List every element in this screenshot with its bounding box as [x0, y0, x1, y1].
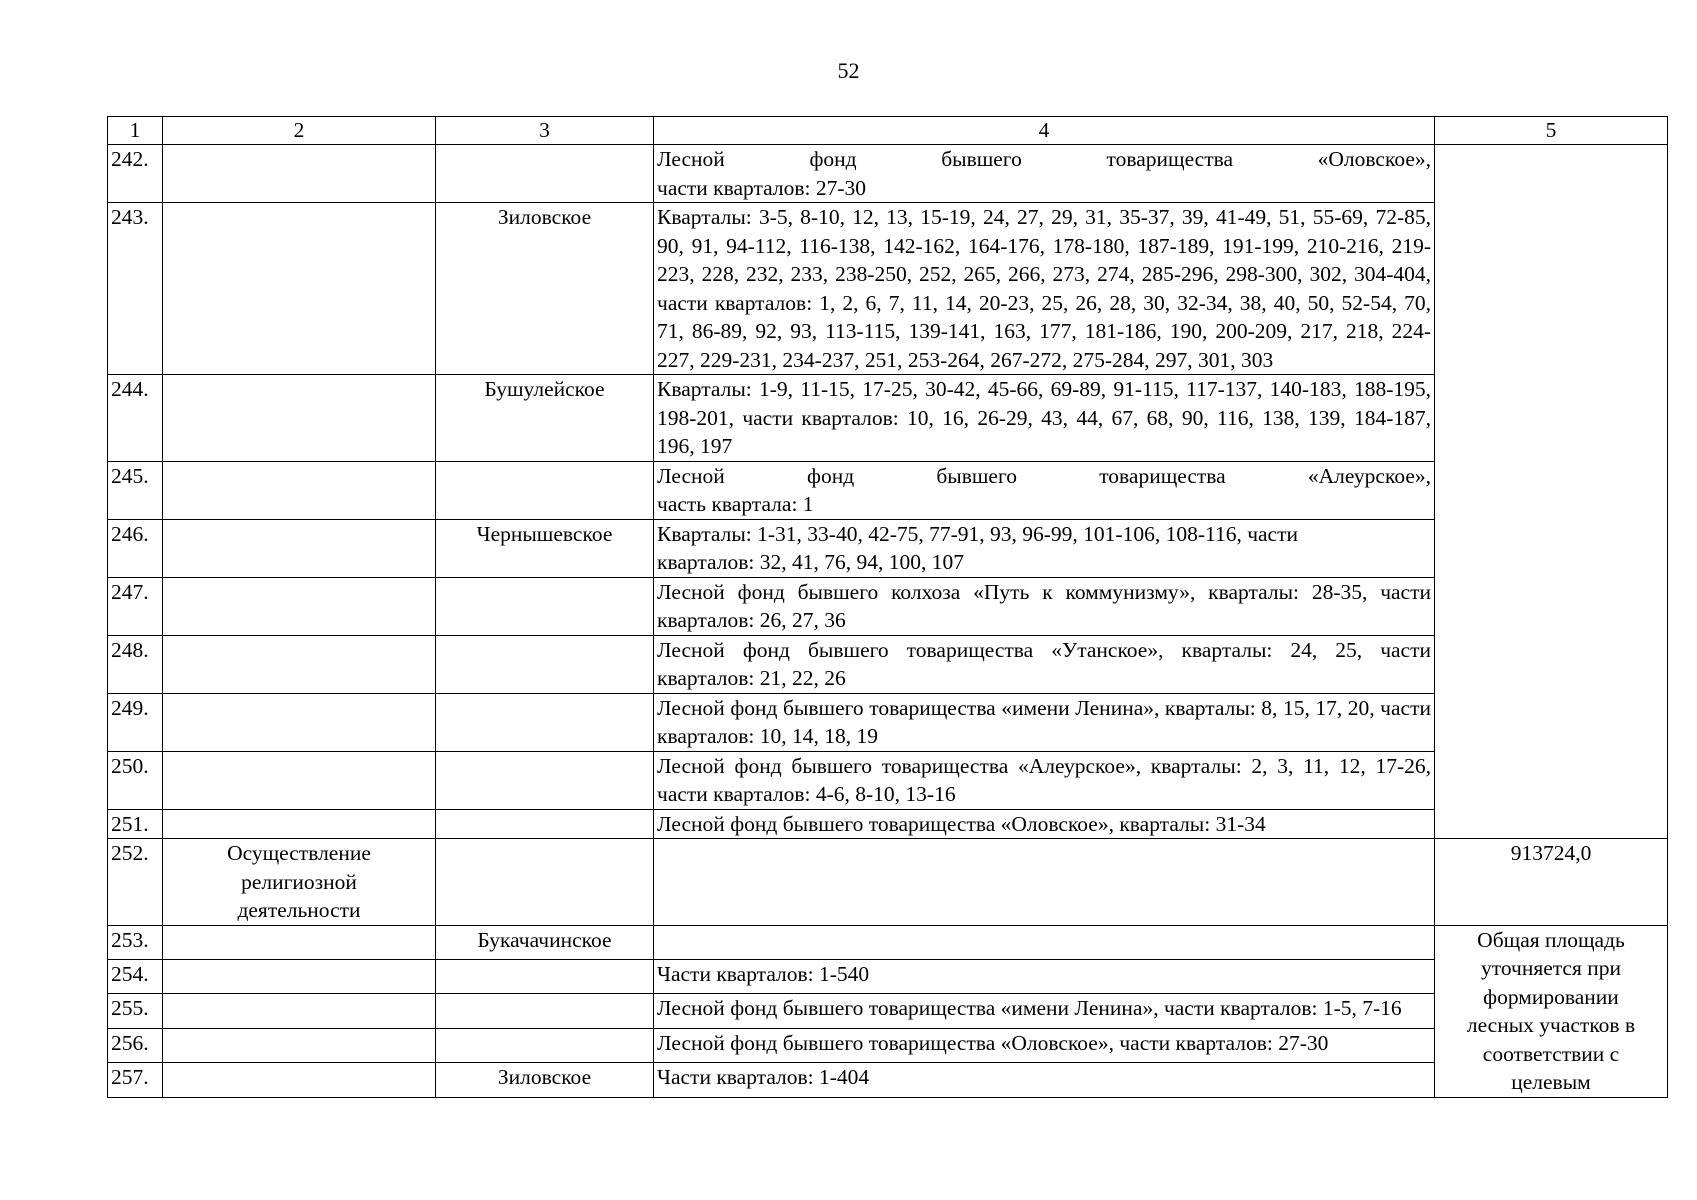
description-line: часть квартала: 1: [657, 492, 814, 516]
row-number: 251.: [108, 809, 163, 839]
row-number: 255.: [108, 994, 163, 1028]
table-row: [108, 203, 1668, 375]
note-line: соответствии с: [1482, 1041, 1620, 1066]
cell-description: Лесной фонд бывшего товарищества «Оловское», кварталы: 31-34: [654, 809, 1435, 839]
table-row: [108, 809, 1668, 839]
table-row: [108, 635, 1668, 693]
cell-forestry: Зиловское: [436, 203, 654, 375]
header-col-1: 1: [108, 117, 163, 145]
row-number: 254.: [108, 959, 163, 993]
cell-description: [654, 519, 1435, 577]
table-row: [108, 839, 1668, 926]
row-number: 250.: [108, 751, 163, 809]
row-number: 252.: [108, 839, 163, 926]
table-row: [108, 1063, 1668, 1097]
row-number: 249.: [108, 693, 163, 751]
cell-forestry: Бушулейское: [436, 375, 654, 462]
row-number: 256.: [108, 1028, 163, 1062]
table-row: [108, 1028, 1668, 1062]
cell-col2: [163, 693, 436, 751]
row-number: 247.: [108, 577, 163, 635]
cell-col2: [163, 577, 436, 635]
cell-area: 913724,0: [1435, 839, 1668, 926]
header-col-4: 4: [654, 117, 1435, 145]
cell-col2: [163, 751, 436, 809]
cell-description: Лесной фонд бывшего товарищества «имени Ленина», части кварталов: 1-5, 7-16: [654, 994, 1435, 1028]
note-line: лесных участков в: [1466, 1013, 1636, 1037]
table-row: [108, 994, 1668, 1028]
cell-description: [654, 925, 1435, 959]
row-number: 244.: [108, 375, 163, 462]
cell-description: [654, 145, 1435, 203]
table-row: [108, 959, 1668, 993]
row-number: 257.: [108, 1063, 163, 1097]
table-row: [108, 461, 1668, 519]
cell-description: Кварталы: 3-5, 8-10, 12, 13, 15-19, 24, 27, 29, 31, 35-37, 39, 41-49, 51, 55-69, 72-85, 90, 91, 94-112, 116-138, 142-162, 164-176, 178-180, 187-189, 191-199, 210-216, 219-223, 228, 232, 233, 238-250, 252, 265, 266, 273, 274, 285-296, 298-300, 302, 304-404, части кварталов: 1, 2, 6, 7, 11, 14, 20-23, 25, 26, 28, 30, 32-34, 38, 40, 50, 52-54, 70, 71, 86-89, 92, 93, 113-115, 139-141, 163, 177, 181-186, 190, 200-209, 217, 218, 224-227, 229-231, 234-237, 251, 253-264, 267-272, 275-284, 297, 301, 303: [654, 203, 1435, 375]
cell-description: Части кварталов: 1-404: [654, 1063, 1435, 1097]
table-header-row: [108, 117, 1668, 145]
page-number: 52: [837, 58, 860, 83]
cell-col3: [436, 959, 654, 993]
cell-description: Лесной фонд бывшего товарищества «имени Ленина», кварталы: 8, 15, 17, 20, части кварталов: 10, 14, 18, 19: [654, 693, 1435, 751]
cell-col2: [163, 1063, 436, 1097]
header-col-3: 3: [436, 117, 654, 145]
activity-line: религиозной: [241, 869, 357, 894]
description-line: кварталов: 32, 41, 76, 94, 100, 107: [657, 550, 964, 574]
cell-col3: [436, 145, 654, 203]
cell-description: Части кварталов: 1-540: [654, 959, 1435, 993]
row-number: 246.: [108, 519, 163, 577]
cell-col2: [163, 994, 436, 1028]
cell-col3: [436, 809, 654, 839]
cell-col2: [163, 635, 436, 693]
note-line: целевым: [1511, 1070, 1591, 1094]
cell-description: [654, 839, 1435, 926]
table-row: [108, 145, 1668, 203]
cell-forestry: Чернышевское: [436, 519, 654, 577]
description-line: Лесной фонд бывшего товарищества «Алеурское»,: [657, 463, 1431, 488]
cell-col3: [436, 839, 654, 926]
header-col-2: 2: [163, 117, 436, 145]
header-col-5: 5: [1435, 117, 1668, 145]
description-line: Лесной фонд бывшего товарищества «Оловское»,: [657, 147, 1431, 171]
note-line: Общая площадь: [1477, 927, 1625, 952]
table-row: [108, 577, 1668, 635]
cell-col3: [436, 994, 654, 1028]
cell-col2: [163, 1028, 436, 1062]
table-row: [108, 751, 1668, 809]
cell-col3: [436, 751, 654, 809]
cell-description: Лесной фонд бывшего колхоза «Путь к коммунизму», кварталы: 28-35, части кварталов: 26, 27, 36: [654, 577, 1435, 635]
cell-col5-group: [1435, 145, 1668, 839]
description-line: Кварталы: 1-31, 33-40, 42-75, 77-91, 93, 96-99, 101-106, 108-116, части: [657, 521, 1299, 546]
cell-col2: [163, 145, 436, 203]
cell-col3: [436, 693, 654, 751]
cell-description: Лесной фонд бывшего товарищества «Оловское», части кварталов: 27-30: [654, 1028, 1435, 1062]
cell-description: Кварталы: 1-9, 11-15, 17-25, 30-42, 45-66, 69-89, 91-115, 117-137, 140-183, 188-195, 198-201, части кварталов: 10, 16, 26-29, 43, 44, 67, 68, 90, 116, 138, 139, 184-187, 196, 197: [654, 375, 1435, 462]
row-number: 253.: [108, 925, 163, 959]
cell-activity-type: [163, 839, 436, 926]
cell-col2: [163, 375, 436, 462]
table-row: [108, 925, 1668, 959]
activity-line: деятельности: [237, 898, 361, 922]
cell-forestry: Зиловское: [436, 1063, 654, 1097]
cell-description: Лесной фонд бывшего товарищества «Утанское», кварталы: 24, 25, части кварталов: 21, 22, 26: [654, 635, 1435, 693]
activity-line: Осуществление: [227, 841, 371, 865]
cell-area-note: [1435, 925, 1668, 1097]
cell-col2: [163, 959, 436, 993]
row-number: 243.: [108, 203, 163, 375]
data-table: [107, 116, 1668, 1098]
table-row: [108, 375, 1668, 462]
cell-col3: [436, 577, 654, 635]
description-line: части кварталов: 27-30: [657, 175, 867, 200]
cell-col2: [163, 203, 436, 375]
cell-col3: [436, 1028, 654, 1062]
table-row: [108, 693, 1668, 751]
cell-description: Лесной фонд бывшего товарищества «Алеурское», кварталы: 2, 3, 11, 12, 17-26, части кварталов: 4-6, 8-10, 13-16: [654, 751, 1435, 809]
cell-col2: [163, 461, 436, 519]
note-line: уточняется при: [1480, 956, 1622, 980]
table-row: [108, 519, 1668, 577]
row-number: 248.: [108, 635, 163, 693]
cell-col2: [163, 925, 436, 959]
row-number: 245.: [108, 461, 163, 519]
cell-description: [654, 461, 1435, 519]
row-number: 242.: [108, 145, 163, 203]
cell-col2: [163, 809, 436, 839]
cell-forestry: Букачачинское: [436, 925, 654, 959]
cell-col2: [163, 519, 436, 577]
cell-col3: [436, 461, 654, 519]
note-line: формировании: [1483, 984, 1619, 1009]
cell-col3: [436, 635, 654, 693]
